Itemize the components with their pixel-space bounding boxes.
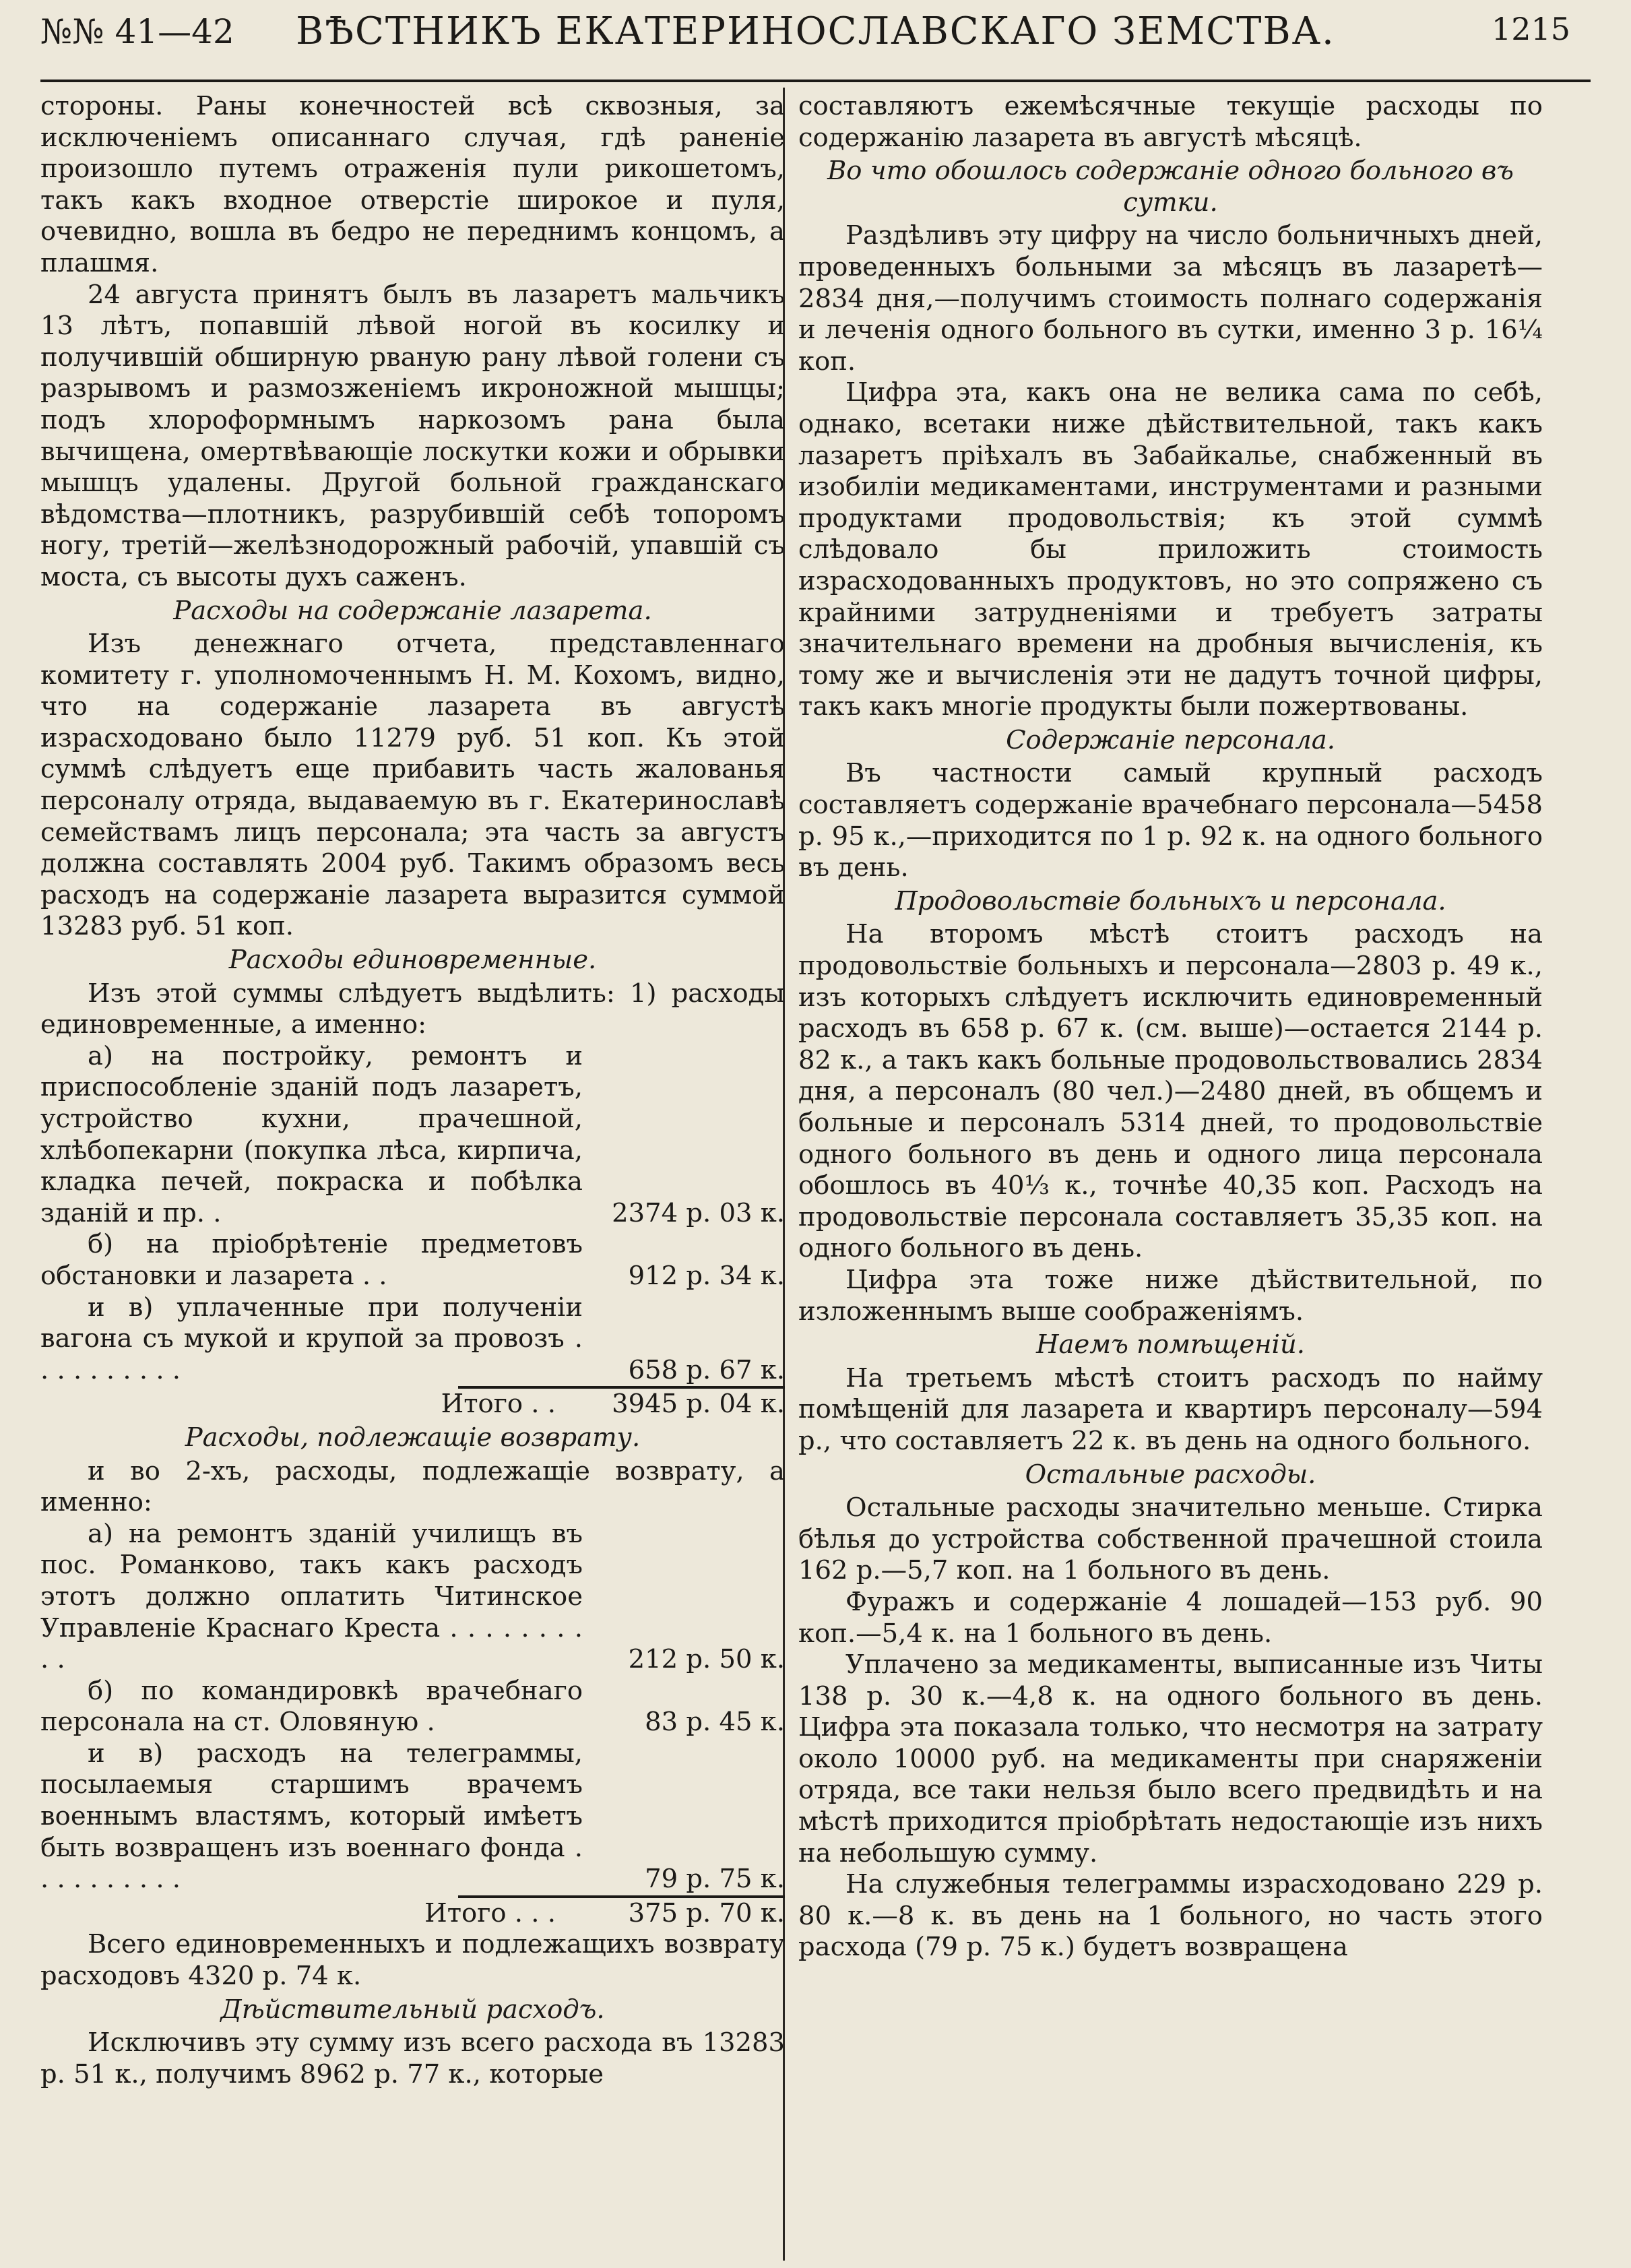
paragraph: Изъ этой суммы слѣдуетъ выдѣлить: 1) расходы единовременные, а именно:: [40, 978, 785, 1040]
expense-amount: 79 р. 75 к.: [645, 1864, 785, 1895]
expense-amount: 2374 р. 03 к.: [612, 1197, 785, 1228]
expense-item: [40, 1519, 785, 1676]
expense-item: [40, 1041, 785, 1230]
paragraph: и во 2-хъ, расходы, подлежащіе возврату, а именно:: [40, 1455, 785, 1518]
expense-text: б) на пріобрѣтеніе предметовъ обстановки и лазарета . .: [40, 1229, 583, 1291]
expense-text: и в) расходъ на телеграммы, посылаемыя старшимъ врачемъ военнымъ властямъ, который имѣетъ быть возвращенъ изъ военнаго фонда . . . . . . . . . .: [40, 1738, 583, 1895]
paragraph: Всего единовременныхъ и подлежащихъ возврату расходовъ 4320 р. 74 к.: [40, 1929, 785, 1992]
expense-text: и в) уплаченные при полученіи вагона съ мукой и крупой за провозъ . . . . . . . . . .: [40, 1292, 583, 1385]
paragraph: Исключивъ эту сумму изъ всего расхода въ 13283 р. 51 к., получимъ 8962 р. 77 к., которые: [40, 2027, 785, 2089]
expense-text: а) на постройку, ремонтъ и приспособленіе зданій подъ лазаретъ, устройство кухни, прачешной, хлѣбопекарни (покупка лѣса, кирпича, кладка печей, покраска и побѣлка зданій и пр. .: [40, 1040, 583, 1228]
expense-item: [40, 1676, 785, 1738]
paragraph: Изъ денежнаго отчета, представленнаго комитету г. уполномоченнымъ Н. М. Кохомъ, видно, что на содержаніе лазарета въ августѣ израсходовано было 11279 руб. 51 коп. Къ этой суммѣ слѣдуетъ еще прибавить часть жалованья персоналу отряда, выдаваемую въ г. Екатеринославѣ семействамъ лицъ персонала; эта часть за августъ должна составлять 2004 руб. Такимъ образомъ весь расходъ на содержаніе лазарета выразится суммой 13283 руб. 51 коп.: [40, 629, 785, 942]
paragraph: стороны. Раны конечностей всѣ сквозныя, за исключеніемъ описаннаго случая, гдѣ раненіе произошло путемъ отраженія пули рикошетомъ, такъ какъ входное отверстіе широкое и пуля, очевидно, вошла въ бедро не переднимъ концомъ, а плашмя.: [40, 91, 785, 278]
expense-amount: 83 р. 45 к.: [645, 1707, 785, 1738]
section-heading: Расходы единовременные.: [228, 945, 597, 976]
section-heading: Расходы, подлежащіе возврату.: [185, 1422, 641, 1453]
total-row: [40, 1389, 785, 1420]
total-amount: 375 р. 70 к.: [628, 1897, 785, 1928]
section-heading: Продовольствіе больныхъ и персонала.: [895, 885, 1446, 916]
section-heading: Во что обошлось содержаніе одного больного въ сутки.: [827, 156, 1514, 218]
left-column: [40, 91, 785, 2090]
paragraph: Фуражъ и содержаніе 4 лошадей—153 руб. 90 коп.—5,4 к. на 1 больного въ день.: [798, 1586, 1543, 1649]
expense-amount: 212 р. 50 к.: [628, 1644, 785, 1675]
section-heading: Расходы на содержаніе лазарета.: [173, 595, 652, 626]
expense-amount: 912 р. 34 к.: [628, 1260, 785, 1291]
paragraph: Цифра эта, какъ она не велика сама по себѣ, однако, всетаки ниже дѣйствительной, такъ какъ лазаретъ пріѣхалъ въ Забайкалье, снабженный въ изобиліи медикаментами, инструментами и разными продуктами продовольствія; къ этой суммѣ слѣдовало бы приложить стоимость израсходованныхъ продуктовъ, но это сопряжено съ крайними затрудненіями и требуетъ затраты значительнаго времени на дробныя вычисленія, къ тому же и вычисленія эти не дадутъ точной цифры, такъ какъ многіе продукты были пожертвованы.: [798, 377, 1543, 722]
paragraph: Уплачено за медикаменты, выписанные изъ Читы 138 р. 30 к.—4,8 к. на одного больного въ день. Цифра эта показала только, что несмотря на затрату около 10000 руб. на медикаменты при снаряженіи отряда, все таки нельзя было всего предвидѣть и на мѣстѣ приходится пріобрѣтать недостающіе изъ нихъ на небольшую сумму.: [798, 1649, 1543, 1868]
expense-amount: 658 р. 67 к.: [628, 1354, 785, 1385]
paragraph: 24 августа принятъ былъ въ лазаретъ мальчикъ 13 лѣтъ, попавшій лѣвой ногой въ косилку и получившій обширную рваную рану лѣвой голени съ разрывомъ и размозженіемъ икроножной мышцы; подъ хлороформнымъ наркозомъ рана была вычищена, омертвѣвающіе лоскутки кожи и обрывки мышцъ удалены. Другой больной гражданскаго вѣдомства—плотникъ, разрубившій себѣ топоромъ ногу, третій—желѣзнодорожный рабочій, упавшій съ моста, съ высоты духъ саженъ.: [40, 279, 785, 592]
page-header: [40, 5, 1591, 82]
paragraph: Остальные расходы значительно меньше. Стирка бѣлья до устройства собственной прачешной стоила 162 р.—5,7 коп. на 1 больного въ день.: [798, 1492, 1543, 1586]
journal-title: ВѢСТНИКЪ ЕКАТЕРИНОСЛАВСКАГО ЗЕМСТВА.: [296, 9, 1335, 53]
paragraph: составляютъ ежемѣсячные текущіе расходы по содержанію лазарета въ августѣ мѣсяцѣ.: [798, 91, 1543, 153]
paragraph: На второмъ мѣстѣ стоитъ расходъ на продовольствіе больныхъ и персонала—2803 р. 49 к., изъ которыхъ слѣдуетъ исключить единовременный расходъ въ 658 р. 67 к. (см. выше)—остается 2144 р. 82 к., а такъ какъ больные продовольствовались 2834 дня, а персоналъ (80 чел.)—2480 дней, въ общемъ и больные и персоналъ 5314 дней, то продовольствіе одного больного въ день и одного лица персонала обошлось въ 40⅓ к., точнѣе 40,35 коп. Расходъ на продовольствіе персонала составляетъ 35,35 коп. на одного больного въ день.: [798, 919, 1543, 1264]
section-heading: Содержаніе персонала.: [1006, 724, 1335, 755]
section-heading: Остальные расходы.: [1025, 1459, 1316, 1490]
paragraph: На третьемъ мѣстѣ стоитъ расходъ по найму помѣщеній для лазарета и квартиръ персоналу—594 р., что составляетъ 22 к. въ день на одного больного.: [798, 1362, 1543, 1456]
section-heading: Наемъ помѣщеній.: [1035, 1329, 1306, 1360]
paragraph: На служебныя телеграммы израсходовано 229 р. 80 к.—8 к. въ день на 1 больного, но часть этого расхода (79 р. 75 к.) будетъ возвращена: [798, 1869, 1543, 1963]
expense-item: [40, 1292, 785, 1387]
section-heading: Дѣйствительный расходъ.: [220, 1994, 605, 2025]
expense-item: [40, 1738, 785, 1895]
total-label: Итого . . .: [424, 1897, 556, 1928]
total-amount: 3945 р. 04 к.: [612, 1389, 785, 1420]
expense-text: б) по командировкѣ врачебнаго персонала на ст. Оловяную .: [40, 1675, 583, 1738]
paragraph: Раздѣливъ эту цифру на число больничныхъ дней, проведенныхъ больными за мѣсяцъ въ лазаретѣ—2834 дня,—получимъ стоимость полнагo содержанія и леченія одного больного въ сутки, именно 3 р. 16¼ коп.: [798, 220, 1543, 377]
total-label: Итого . .: [441, 1389, 556, 1420]
right-column: [798, 91, 1543, 1963]
expense-text: а) на ремонтъ зданій училищъ въ пос. Романково, такъ какъ расходъ этотъ должно оплатить Читинское Управленіе Краснаго Креста . . . . . . . . . .: [40, 1518, 583, 1675]
page-number: 1215: [1491, 11, 1570, 47]
paragraph: Въ частности самый крупный расходъ составляетъ содержаніе врачебнаго персонала—5458 р. 95 к.,—приходится по 1 р. 92 к. на одного больного въ день.: [798, 758, 1543, 883]
paragraph: Цифра эта тоже ниже дѣйствительной, по изложеннымъ выше соображеніямъ.: [798, 1264, 1543, 1327]
issue-number: №№ 41—42: [40, 12, 234, 51]
total-row: [40, 1898, 785, 1930]
expense-item: [40, 1229, 785, 1292]
